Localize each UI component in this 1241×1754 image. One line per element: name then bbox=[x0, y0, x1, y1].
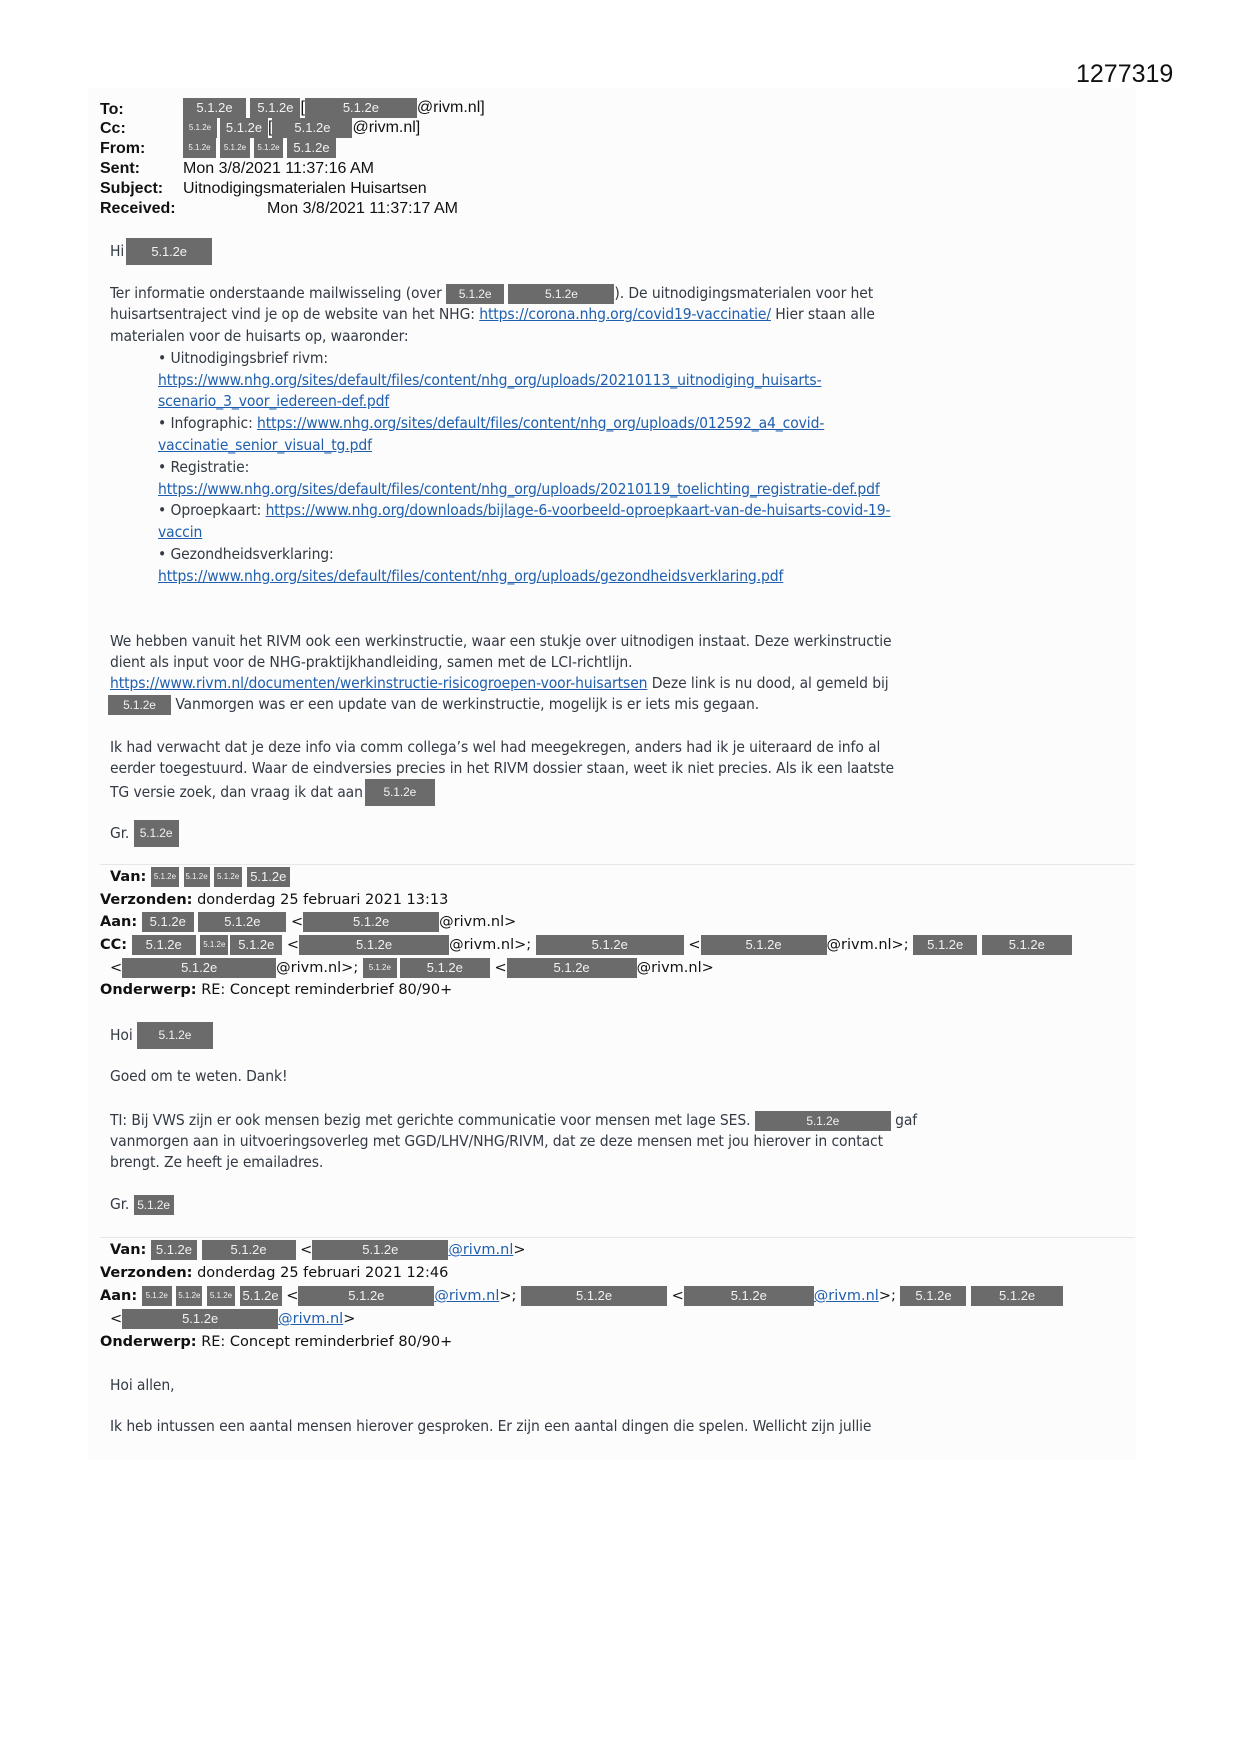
intro-line-3: materialen voor de huisarts op, waaronder: bbox=[110, 327, 409, 345]
forward1-to: Aan: 5.1.2e 5.1.2e < 5.1.2e @rivm.nl> bbox=[100, 914, 517, 930]
redacted-field: 5.1.2e bbox=[151, 867, 179, 887]
forward1-cc: CC: 5.1.2e 5.1.2e 5.1.2e < 5.1.2e @rivm.nl>; 5.1.2e < 5.1.2e @rivm.nl>; 5.1.2e 5.1.2e bbox=[100, 935, 1072, 956]
forward2-to: Aan: 5.1.2e 5.1.2e 5.1.2e 5.1.2e < 5.1.2e @rivm.nl>; 5.1.2e < 5.1.2e @rivm.nl>; 5.1.2e 5.1.2e bbox=[100, 1286, 1063, 1307]
redacted-field: 5.1.2e bbox=[507, 958, 637, 978]
intro-line-1: Ter informatie onderstaande mailwisseling (over 5.1.2e 5.1.2e ). De uitnodigingsmaterialen voor het bbox=[110, 284, 874, 302]
subject-label: Subject: bbox=[100, 180, 164, 197]
redacted-field: 5.1.2e bbox=[982, 935, 1072, 955]
forward1-signoff: Gr. 5.1.2e bbox=[110, 1194, 174, 1216]
material-label-uitnodigingsbrief: • Uitnodigingsbrief rivm: bbox=[158, 349, 329, 367]
material-link-oproepkaart[interactable]: https://www.nhg.org/downloads/bijlage-6-voorbeeld-oproepkaart-van-de-huisarts-covid-19- bbox=[265, 501, 891, 519]
rivm-werkinstructie-link[interactable]: https://www.rivm.nl/documenten/werkinstructie-risicogroepen-voor-huisartsen bbox=[110, 674, 648, 692]
redacted-field: 5.1.2e bbox=[684, 1286, 814, 1306]
forward2-from: Van: 5.1.2e 5.1.2e < 5.1.2e @rivm.nl> bbox=[110, 1242, 526, 1258]
forward1-cc-cont: < 5.1.2e @rivm.nl>; 5.1.2e 5.1.2e < 5.1.2e @rivm.nl> bbox=[110, 960, 714, 976]
redacted-field: 5.1.2e bbox=[365, 779, 435, 806]
forward1-from: Van: 5.1.2e 5.1.2e 5.1.2e 5.1.2e bbox=[110, 867, 290, 888]
redacted-field: 5.1.2e bbox=[755, 1111, 891, 1131]
redacted-field: 5.1.2e bbox=[137, 1022, 213, 1049]
redacted-field: 5.1.2e bbox=[134, 1195, 174, 1215]
redacted-field: 5.1.2e bbox=[122, 958, 276, 978]
redacted-field: 5.1.2e bbox=[446, 284, 504, 304]
redacted-field: 5.1.2e bbox=[202, 1240, 296, 1260]
redacted-field: 5.1.2e bbox=[198, 912, 286, 932]
redacted-field: 5.1.2e bbox=[183, 138, 216, 158]
redacted-field: 5.1.2e bbox=[303, 912, 439, 932]
cc-domain: @rivm.nl] bbox=[352, 119, 421, 137]
to-domain: @rivm.nl] bbox=[416, 99, 485, 117]
redacted-field: 5.1.2e bbox=[298, 1286, 434, 1306]
cc-label: Cc: bbox=[100, 120, 126, 137]
forward2-subject: Onderwerp: RE: Concept reminderbrief 80/90+ bbox=[100, 1334, 453, 1350]
redacted-field: 5.1.2e bbox=[508, 284, 614, 304]
redacted-field: 5.1.2e bbox=[126, 238, 212, 265]
redacted-field: 5.1.2e bbox=[200, 935, 228, 955]
material-label-gezondheidsverklaring: • Gezondheidsverklaring: bbox=[158, 545, 334, 563]
redacted-field: 5.1.2e bbox=[254, 138, 283, 158]
forward2-sent: Verzonden: donderdag 25 februari 2021 12:46 bbox=[100, 1265, 449, 1281]
material-item-oproepkaart: • Oproepkaart: https://www.nhg.org/downloads/bijlage-6-voorbeeld-oproepkaart-van-de-huisarts-covid-19- bbox=[158, 501, 891, 519]
redacted-field: 5.1.2e bbox=[900, 1286, 966, 1306]
redacted-field: 5.1.2e bbox=[287, 138, 336, 158]
redacted-field: 5.1.2e bbox=[142, 1286, 172, 1306]
forward2-to-email-link[interactable]: @rivm.nl bbox=[813, 1288, 879, 1304]
redacted-field: 5.1.2e bbox=[250, 98, 300, 118]
redacted-field: 5.1.2e bbox=[400, 958, 490, 978]
redacted-field: 5.1.2e bbox=[521, 1286, 667, 1306]
redacted-field: 5.1.2e bbox=[701, 935, 827, 955]
received-label: Received: bbox=[100, 200, 176, 217]
forward1-ti-line-2: vanmorgen aan in uitvoeringsoverleg met GGD/LHV/NHG/RIVM, dat ze deze mensen met jou hierover in contact bbox=[110, 1132, 883, 1150]
intro-line-2: huisartsentraject vind je op de website van het NHG: https://corona.nhg.org/covid19-vaccinatie/ Hier staan alle bbox=[110, 305, 875, 323]
received-value: Mon 3/8/2021 11:37:17 AM bbox=[267, 200, 458, 217]
cc-recipients: 5.1.2e 5.1.2e [ 5.1.2e @rivm.nl] bbox=[183, 118, 420, 138]
redacted-field: 5.1.2e bbox=[312, 1240, 448, 1260]
redacted-field: 5.1.2e bbox=[183, 118, 217, 138]
signoff: Gr. 5.1.2e bbox=[110, 820, 179, 847]
forward2-body-line-1: Ik heb intussen een aantal mensen hierover gesproken. Er zijn een aantal dingen die spelen. Wellicht zijn jullie bbox=[110, 1417, 872, 1435]
redacted-field: 5.1.2e bbox=[134, 820, 179, 847]
redacted-field: 5.1.2e bbox=[220, 138, 250, 158]
material-link-infographic[interactable]: https://www.nhg.org/sites/default/files/content/nhg_org/uploads/012592_a4_covid- bbox=[257, 414, 825, 432]
para3-line-2: eerder toegestuurd. Waar de eindversies precies in het RIVM dossier staan, weet ik niet precies. Als ik een laatste bbox=[110, 759, 895, 777]
redacted-field: 5.1.2e bbox=[230, 935, 282, 955]
to-label: To: bbox=[100, 101, 124, 118]
redacted-field: 5.1.2e bbox=[122, 1309, 278, 1329]
redacted-field: 5.1.2e bbox=[913, 935, 977, 955]
separator bbox=[100, 864, 1135, 865]
nhg-covid-link[interactable]: https://corona.nhg.org/covid19-vaccinatie/ bbox=[479, 305, 771, 323]
redacted-field: 5.1.2e bbox=[363, 958, 397, 978]
redacted-field: 5.1.2e bbox=[536, 935, 684, 955]
forward2-from-email-link[interactable]: @rivm.nl bbox=[448, 1242, 514, 1258]
document-number: 1277319 bbox=[1076, 60, 1174, 88]
redacted-field: 5.1.2e bbox=[132, 935, 196, 955]
para3-line-1: Ik had verwacht dat je deze info via comm collega’s wel had meegekregen, anders had ik je uiteraard de info al bbox=[110, 738, 881, 756]
forward2-to-email-link[interactable]: @rivm.nl bbox=[278, 1311, 344, 1327]
redacted-field: 5.1.2e bbox=[151, 1240, 197, 1260]
subject-value: Uitnodigingsmaterialen Huisartsen bbox=[183, 180, 427, 197]
redacted-field: 5.1.2e bbox=[247, 867, 290, 887]
forward2-greeting: Hoi allen, bbox=[110, 1376, 175, 1394]
from-sender bbox=[183, 138, 336, 158]
redacted-field: 5.1.2e bbox=[272, 118, 352, 138]
forward1-line-1: Goed om te weten. Dank! bbox=[110, 1067, 288, 1085]
material-link-registratie[interactable]: https://www.nhg.org/sites/default/files/content/nhg_org/uploads/20210119_toelichting_registratie-def.pdf bbox=[158, 480, 880, 498]
sent-value: Mon 3/8/2021 11:37:16 AM bbox=[183, 160, 374, 177]
material-link-oproepkaart-cont[interactable]: vaccin bbox=[158, 523, 203, 541]
redacted-field: 5.1.2e bbox=[305, 98, 417, 118]
redacted-field: 5.1.2e bbox=[971, 1286, 1063, 1306]
redacted-field: 5.1.2e bbox=[220, 118, 268, 138]
material-label-registratie: • Registratie: bbox=[158, 458, 250, 476]
para3-line-3: TG versie zoek, dan vraag ik dat aan 5.1.2e bbox=[110, 779, 435, 806]
forward1-subject: Onderwerp: RE: Concept reminderbrief 80/90+ bbox=[100, 982, 453, 998]
para2-line-4: 5.1.2e Vanmorgen was er een update van de werkinstructie, mogelijk is er iets mis gegaan. bbox=[108, 694, 759, 716]
to-recipients: 5.1.2e 5.1.2e [ 5.1.2e @rivm.nl] bbox=[183, 98, 485, 118]
para2-line-1: We hebben vanuit het RIVM ook een werkinstructie, waar een stukje over uitnodigen instaat. Deze werkinstructie bbox=[110, 632, 892, 650]
forward2-to-email-link[interactable]: @rivm.nl bbox=[434, 1288, 500, 1304]
redacted-field: 5.1.2e bbox=[142, 912, 194, 932]
redacted-field: 5.1.2e bbox=[176, 1286, 202, 1306]
material-link-uitnodigingsbrief-cont[interactable]: scenario_3_voor_iedereen-def.pdf bbox=[158, 392, 390, 410]
greeting: Hi 5.1.2e bbox=[110, 238, 212, 265]
forward1-ti-line-3: brengt. Ze heeft je emailadres. bbox=[110, 1153, 324, 1171]
material-link-gezondheidsverklaring[interactable]: https://www.nhg.org/sites/default/files/content/nhg_org/uploads/gezondheidsverklaring.pdf bbox=[158, 567, 784, 585]
para2-line-2: dient als input voor de NHG-praktijkhandleiding, samen met de LCI-richtlijn. bbox=[110, 653, 633, 671]
redacted-field: 5.1.2e bbox=[214, 867, 242, 887]
sent-label: Sent: bbox=[100, 160, 140, 177]
material-item-infographic: • Infographic: https://www.nhg.org/sites/default/files/content/nhg_org/uploads/012592_a4_covid- bbox=[158, 414, 825, 432]
redacted-field: 5.1.2e bbox=[108, 695, 171, 715]
from-label: From: bbox=[100, 140, 146, 157]
forward1-greeting: Hoi 5.1.2e bbox=[110, 1022, 213, 1049]
separator bbox=[100, 1237, 1135, 1238]
forward1-ti-line-1: TI: Bij VWS zijn er ook mensen bezig met gerichte communicatie voor mensen met lage SES. 5.1.2e gaf bbox=[110, 1111, 918, 1129]
forward2-to-cont: < 5.1.2e @rivm.nl> bbox=[110, 1311, 356, 1327]
redacted-field: 5.1.2e bbox=[207, 1286, 235, 1306]
forward1-sent: Verzonden: donderdag 25 februari 2021 13:13 bbox=[100, 892, 449, 908]
para2-line-3: https://www.rivm.nl/documenten/werkinstructie-risicogroepen-voor-huisartsen Deze link is nu dood, al gemeld bij bbox=[110, 674, 889, 692]
material-link-uitnodigingsbrief[interactable]: https://www.nhg.org/sites/default/files/content/nhg_org/uploads/20210113_uitnodiging_huisarts- bbox=[158, 371, 822, 389]
redacted-field: 5.1.2e bbox=[184, 867, 210, 887]
redacted-field: 5.1.2e bbox=[299, 935, 449, 955]
redacted-field: 5.1.2e bbox=[240, 1286, 282, 1306]
redacted-field: 5.1.2e bbox=[183, 98, 246, 118]
material-link-infographic-cont[interactable]: vaccinatie_senior_visual_tg.pdf bbox=[158, 436, 372, 454]
